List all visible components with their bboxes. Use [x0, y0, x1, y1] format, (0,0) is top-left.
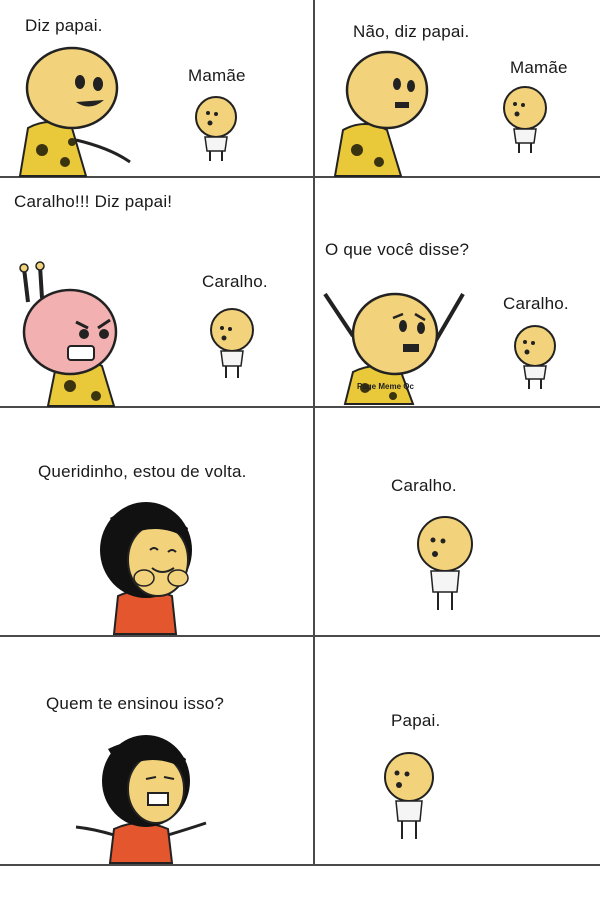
baby-figure: [501, 84, 553, 156]
speech-dad: Não, diz papai.: [353, 22, 470, 41]
dad-figure: [327, 50, 447, 178]
watermark: Page Meme Qc: [357, 382, 414, 391]
baby-figure: [208, 306, 260, 382]
panel-3: [0, 178, 313, 406]
mom-figure: [70, 731, 220, 865]
speech-dad: O que você disse?: [325, 240, 470, 259]
baby-figure: [192, 95, 242, 163]
speech-mom: Quem te ensinou isso?: [46, 694, 225, 713]
speech-baby: Mamãe: [188, 66, 246, 85]
speech-baby: Caralho.: [391, 476, 457, 495]
panel-4: [315, 178, 600, 406]
dad-figure: [10, 48, 140, 178]
baby-figure: [415, 514, 477, 618]
speech-baby: Mamãe: [510, 58, 568, 77]
speech-dad: Caralho!!! Diz papai!: [14, 192, 173, 211]
speech-baby: Caralho.: [202, 272, 268, 291]
angry-dad-figure: [18, 262, 128, 408]
baby-figure: [511, 324, 561, 392]
panel-1: [0, 0, 313, 176]
panel-6: [315, 408, 600, 635]
mom-figure: [96, 498, 206, 636]
panel-2: [315, 0, 600, 176]
panel-7: [0, 637, 313, 864]
speech-dad: Diz papai.: [25, 16, 103, 35]
speech-baby: Caralho.: [503, 294, 569, 313]
speech-mom: Queridinho, estou de volta.: [38, 462, 247, 481]
baby-figure: [381, 749, 437, 845]
speech-baby: Papai.: [391, 711, 441, 730]
panel-8: [315, 637, 600, 864]
panel-5: [0, 408, 313, 635]
